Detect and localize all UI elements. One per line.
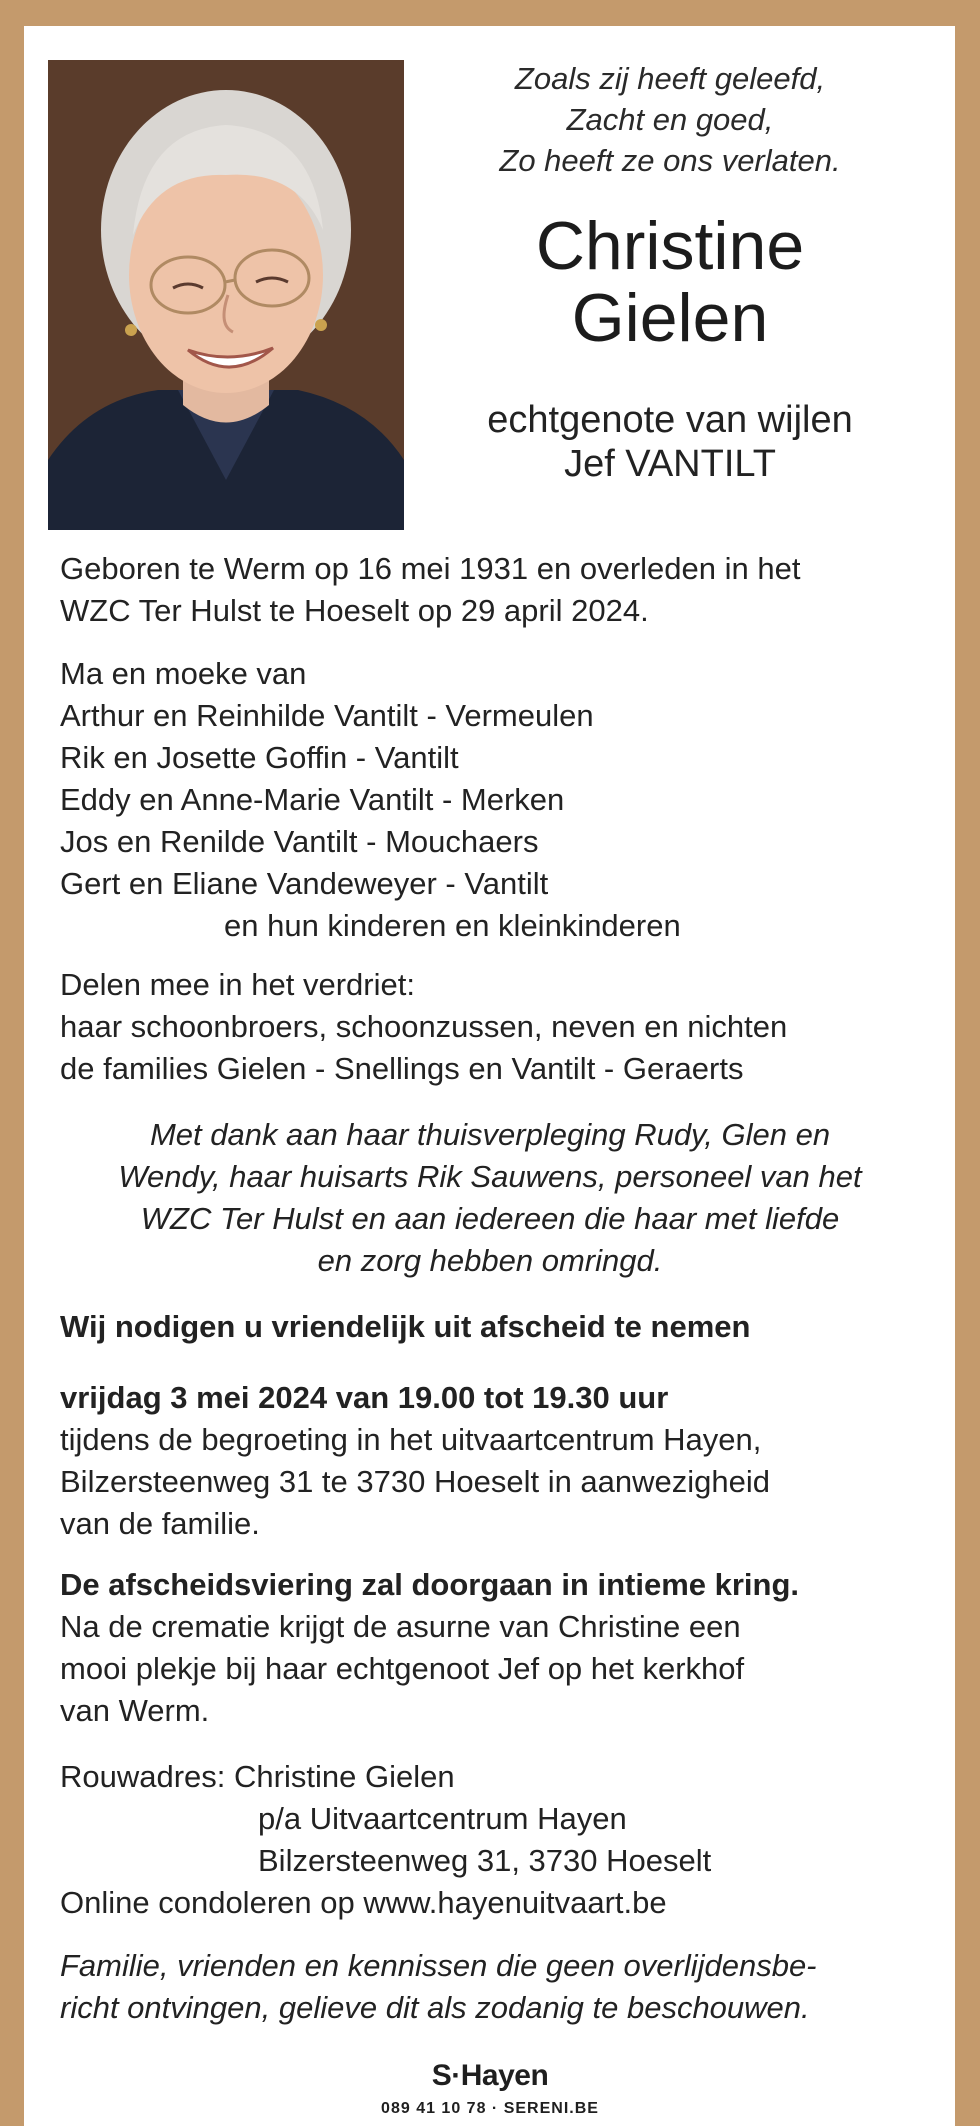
spouse-line: echtgenote van wijlen	[487, 399, 853, 441]
invitation-heading	[60, 1306, 940, 1348]
family-member: Arthur en Reinhilde Vantilt - Vermeulen	[60, 698, 594, 733]
address-line: p/a Uitvaartcentrum Hayen	[258, 1801, 627, 1836]
visitation-paragraph	[60, 1377, 940, 1545]
text-line: Na de crematie krijgt de asurne van Christine een	[60, 1609, 741, 1644]
text-line: Met dank aan haar thuisverpleging Rudy, Glen en	[149, 1117, 831, 1152]
text-line: van de familie.	[60, 1506, 260, 1541]
text-line: haar schoonbroers, schoonzussen, neven en nichten	[60, 1009, 788, 1044]
family-intro: Ma en moeke van	[60, 656, 307, 691]
family-member: Gert en Eliane Vandeweyer - Vantilt	[60, 866, 549, 901]
family-member: Eddy en Anne-Marie Vantilt - Merken	[60, 782, 565, 817]
text-line: mooi plekje bij haar echtgenoot Jef op het kerkhof	[60, 1651, 745, 1686]
memorial-poem	[440, 58, 900, 181]
text-line: en zorg hebben omringd.	[317, 1243, 663, 1278]
visitation-time: vrijdag 3 mei 2024 van 19.00 tot 19.30 uur	[60, 1380, 669, 1415]
grief-paragraph	[60, 964, 940, 1090]
funeral-home-logo: S·Hayen	[431, 2059, 549, 2092]
text-line: Familie, vrienden en kennissen die geen overlijdensbe-	[60, 1948, 817, 1983]
spouse-info	[440, 398, 900, 486]
text-line: Bilzersteenweg 31 te 3730 Hoeselt in aanwezigheid	[60, 1464, 771, 1499]
last-name: Gielen	[571, 280, 769, 356]
poem-line: Zacht en goed,	[566, 102, 774, 137]
ceremony-title: De afscheidsviering zal doorgaan in intieme kring.	[60, 1567, 800, 1602]
first-name: Christine	[535, 208, 805, 284]
family-member: Jos en Renilde Vantilt - Mouchaers	[60, 824, 539, 859]
text-line: van Werm.	[60, 1693, 210, 1728]
poem-line: Zo heeft ze ons verlaten.	[499, 143, 841, 178]
portrait-photo	[48, 60, 404, 530]
thanks-paragraph	[50, 1114, 930, 1282]
address-block	[60, 1756, 940, 1924]
poem-line: Zoals zij heeft geleefd,	[514, 61, 826, 96]
text-line: richt ontvingen, gelieve dit als zodanig te beschouwen.	[60, 1990, 810, 2025]
funeral-home-footer	[313, 2054, 667, 2126]
text-line: de families Gielen - Snellings en Vantilt - Geraerts	[60, 1051, 744, 1086]
funeral-home-contact: 089 41 10 78 · SERENI.BE	[381, 2100, 599, 2117]
grandchildren-line: en hun kinderen en kleinkinderen	[224, 908, 681, 943]
address-line: Rouwadres: Christine Gielen	[60, 1759, 455, 1794]
text-line: WZC Ter Hulst en aan iedereen die haar met liefde	[140, 1201, 840, 1236]
online-condolence-line: Online condoleren op www.hayenuitvaart.be	[60, 1885, 667, 1920]
text-line: Delen mee in het verdriet:	[60, 967, 415, 1002]
birth-death-paragraph	[60, 548, 940, 632]
ceremony-paragraph	[60, 1564, 940, 1732]
text-line: Geboren te Werm op 16 mei 1931 en overleden in het	[60, 551, 801, 586]
text-line: Wendy, haar huisarts Rik Sauwens, personeel van het	[118, 1159, 862, 1194]
address-line: Bilzersteenweg 31, 3730 Hoeselt	[258, 1843, 712, 1878]
family-member: Rik en Josette Goffin - Vantilt	[60, 740, 459, 775]
closing-note	[60, 1945, 940, 2029]
text-line: Wij nodigen u vriendelijk uit afscheid te nemen	[60, 1309, 751, 1344]
deceased-name	[440, 210, 900, 354]
text-line: tijdens de begroeting in het uitvaartcentrum Hayen,	[60, 1422, 762, 1457]
family-list	[60, 653, 940, 947]
spouse-line: Jef VANTILT	[564, 443, 776, 485]
text-line: WZC Ter Hulst te Hoeselt op 29 april 2024.	[60, 593, 649, 628]
